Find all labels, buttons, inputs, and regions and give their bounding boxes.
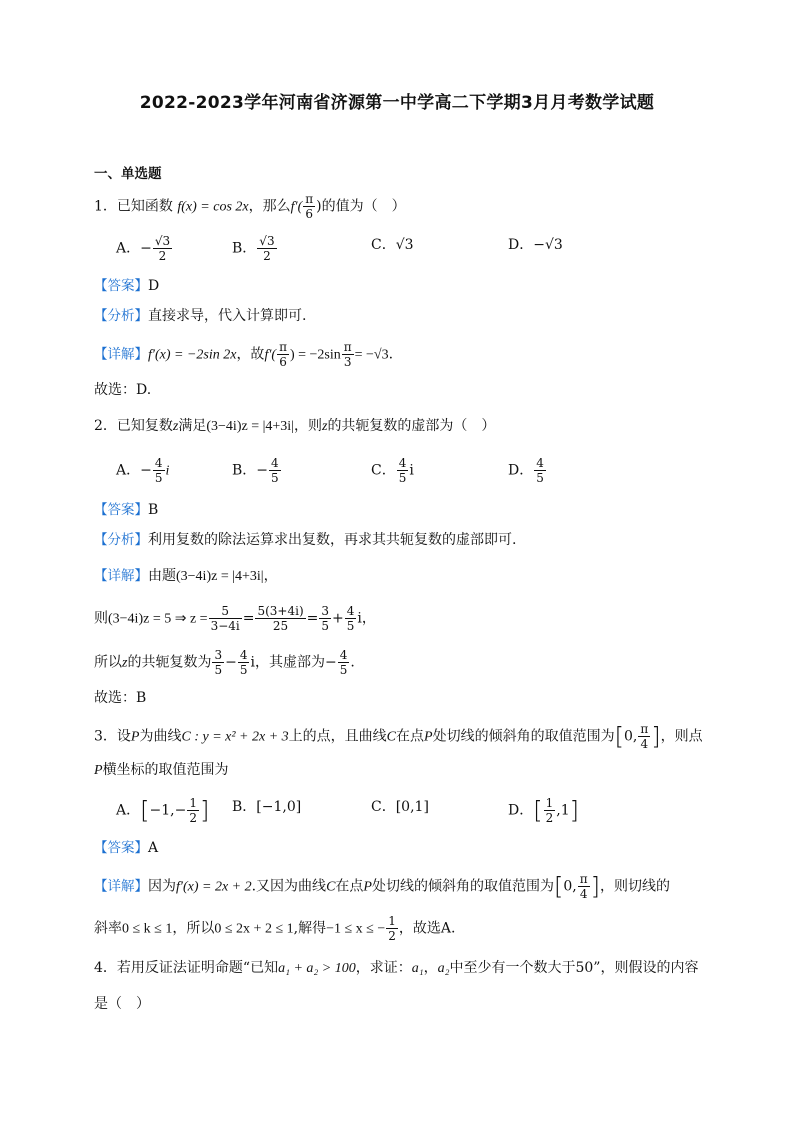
question-4-stem-line2: 是（ ）	[94, 996, 150, 1012]
option-b: B． $\frac{√3}{2}$	[232, 234, 275, 263]
question-1-conclusion: 故选：D.	[94, 382, 152, 398]
question-1-stem: 1．已知函数 f(x) = cos 2x，那么f′( $\frac{\pi}{6}$ )的值为（ ）	[94, 192, 406, 221]
option-a: A．− $\frac{4}{5}$ i	[116, 456, 170, 485]
section-heading: 一、单选题	[94, 166, 162, 182]
question-3-answer: 【答案】A	[94, 840, 159, 856]
question-3-detail: 【详解】因为f′(x) = 2x + 2.又因为曲线C在点P处切线的倾斜角的取值范围为[0, $\frac{\pi}{4}$ ]，则切线的	[94, 872, 670, 901]
option-a: A．− $\frac{√3}{2}$	[116, 234, 171, 263]
question-1-analysis: 【分析】直接求导，代入计算即可.	[94, 308, 307, 324]
question-4-stem: 4．若用反证法证明命题“已知a₁ + a₂ > 100，求证：a₁，a₂中至少有一个数大于50”，则假设的内容	[94, 960, 699, 976]
page-title: 2022-2023学年河南省济源第一中学高二下学期3月月考数学试题	[139, 93, 655, 113]
option-a: A．[−1,− $\frac{1}{2}$ ]	[116, 796, 210, 825]
question-2-answer: 【答案】B	[94, 502, 159, 518]
question-2-analysis: 【分析】利用复数的除法运算求出复数，再求其共轭复数的虚部即可.	[94, 532, 517, 548]
question-2-conclusion: 故选：B	[94, 690, 147, 706]
question-3-stem-line2: P横坐标的取值范围为	[94, 762, 229, 778]
option-d: D．−√3	[508, 237, 563, 253]
question-3-detail-line2: 斜率0 ≤ k ≤ 1，所以0 ≤ 2x + 2 ≤ 1,解得−1 ≤ x ≤ − $\frac{1}{2}$ ，故选A.	[94, 914, 456, 943]
option-d: D．[ $\frac{1}{2}$ ,1]	[508, 796, 579, 825]
question-2-detail-line2: 则(3−4i)z = 5 ⇒ z = $\frac{5}{3-4i}$ = $\frac{5(3+4i)}{25}$ = $\frac{3}{5}$ + $\frac{4}{5}$ i，	[94, 604, 376, 633]
option-b: B．[−1,0]	[232, 799, 302, 815]
question-1-detail: 【详解】f′(x) = −2sin 2x，故f′( $\frac{\pi}{6}$ ) = −2sin $\frac{\pi}{3}$ = −√3.	[94, 340, 394, 369]
option-c: C．[0,1]	[371, 799, 429, 815]
option-d: D． $\frac{4}{5}$	[508, 456, 544, 485]
question-1-answer: 【答案】D	[94, 278, 160, 294]
question-2-detail: 【详解】由题(3−4i)z = |4+3i|，	[94, 568, 278, 584]
question-2-detail-line3: 所以z的共轭复数为 $\frac{3}{5}$ − $\frac{4}{5}$ i，其虚部为− $\frac{4}{5}$ .	[94, 648, 355, 677]
question-2-stem: 2．已知复数z满足(3−4i)z = |4+3i|，则z的共轭复数的虚部为（ ）	[94, 418, 496, 434]
question-3-stem: 3．设P为曲线C : y = x² + 2x + 3上的点，且曲线C在点P处切线的倾斜角的取值范围为[0, $\frac{\pi}{4}$ ]，则点	[94, 722, 703, 751]
option-b: B．− $\frac{4}{5}$	[232, 456, 279, 485]
option-c: C．√3	[371, 237, 414, 253]
option-c: C． $\frac{4}{5}$ i	[371, 456, 414, 485]
